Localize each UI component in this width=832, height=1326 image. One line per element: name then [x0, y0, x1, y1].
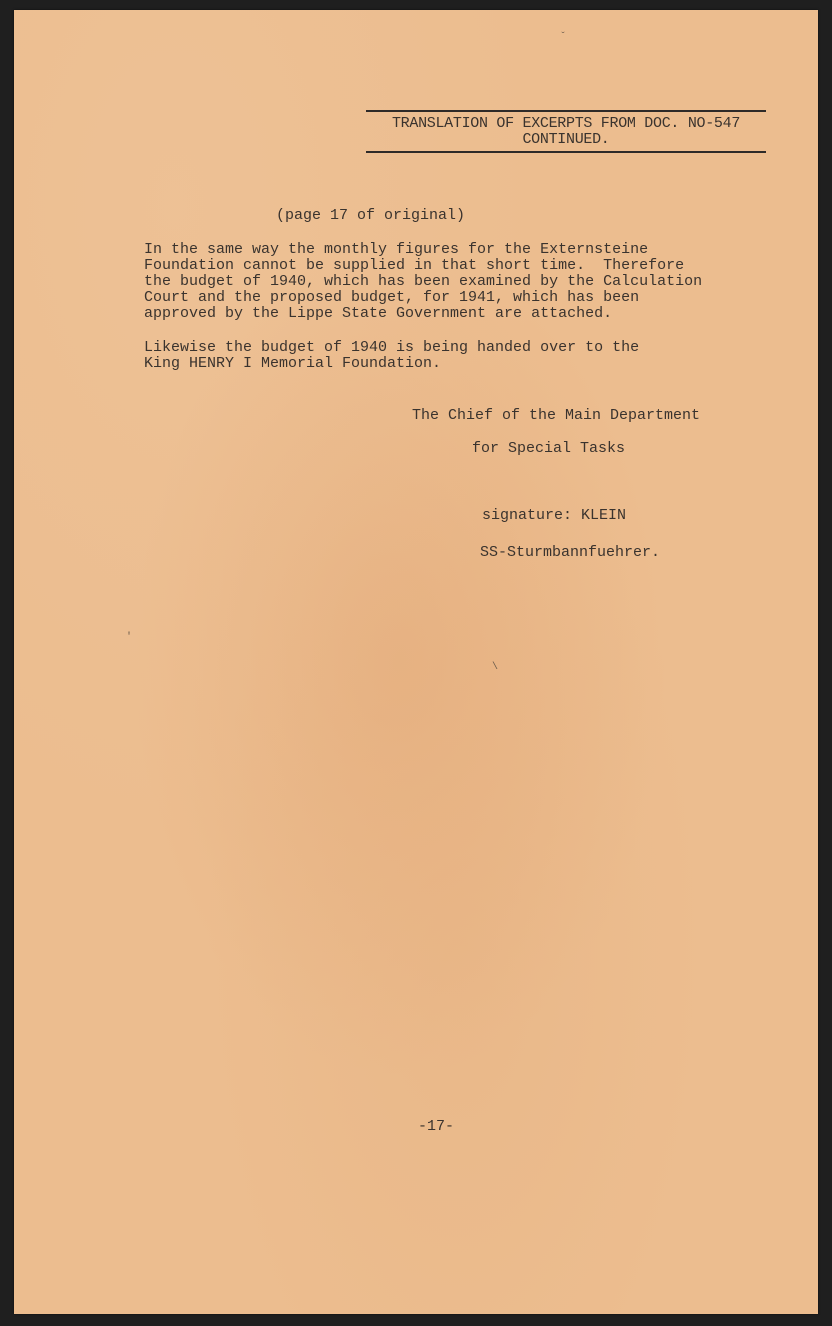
rank-line: SS-Sturmbannfuehrer.	[480, 544, 661, 561]
paper-mark: ˇ	[560, 32, 567, 43]
header-top-rule	[366, 110, 766, 112]
page-reference: (page 17 of original)	[276, 207, 466, 224]
header-continued: CONTINUED.	[522, 131, 610, 148]
page-number: -17-	[418, 1118, 455, 1135]
closing-title-line1: The Chief of the Main Department	[412, 407, 701, 424]
paper-mark: \	[492, 662, 499, 673]
document-header	[366, 110, 766, 153]
paper-mark: '	[126, 632, 133, 643]
header-title: TRANSLATION OF EXCERPTS FROM DOC. NO-547	[391, 115, 741, 132]
signature-line: signature: KLEIN	[482, 507, 627, 524]
closing-title-line2: for Special Tasks	[472, 440, 626, 457]
header-bottom-rule	[366, 151, 766, 153]
paragraph-1: In the same way the monthly figures for the Externsteine Foundation cannot be supplied in that short time. Therefore the budget of 1940, which has been examined by the Calculation Court and the proposed budget, for 1941, which has been approved by the Lippe State Government are attached.	[144, 241, 703, 322]
paragraph-2: Likewise the budget of 1940 is being handed over to the King HENRY I Memorial Foundation.	[144, 339, 640, 372]
document-page	[14, 10, 818, 1314]
